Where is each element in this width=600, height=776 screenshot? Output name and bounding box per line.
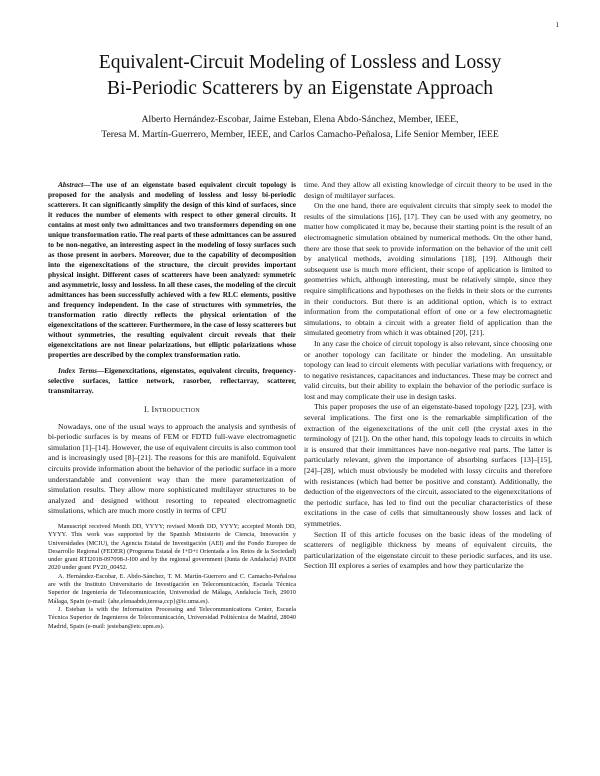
right-paragraph-2: In any case the choice of circuit topology is also relevant, since choosing one or another topology can facilitate or hinder the modeling. An unsuitable topology can lead to circuit elements with peculiar variations with frequency, or to negative resistances, capacitances and inductances. These may be correct and valid circuits, but their ability to explain the behavior of the periodic surface is lost and may complicate their use in design tasks.: [304, 338, 552, 401]
authors-line-2: Teresa M. Martín-Guerrero, Member, IEEE, and Carlos Camacho-Peñalosa, Life Senior Member, IEEE: [101, 129, 499, 140]
abstract: [48, 180, 296, 360]
footnotes: [48, 523, 296, 631]
right-paragraph-4: Section II of this article focuses on the basic ideas of the modeling of scatterers of negligible thickness by means of equivalent circuits, the particularization of the eigenstate circuit to these periodic surfaces, and its use. Section III explores a series of examples and how they particularize the: [304, 529, 552, 571]
abstract-text: —The use of an eigenstate based equivalent circuit topology is proposed for the analysis and modeling of lossless and lossy bi-periodic scatterers. It can significantly simplify the design of this kind of surfaces, since it reduces the number of elements with respect to other general circuits. It contains at most only two admittances and two transformers depending on one unique transformation ratio. The real parts of these admittances can be assured to be non-negative, an interesting aspect in the modeling of lossy surfaces such as those present in aorbers. Moreover, due to the capability of decomposition into the eigenexcitations of the structure, the circuit provides important physical insight. Different cases of scatterers have been analyzed: symmetric and asymmetric, lossy and lossless. In all these cases, the modeling of the circuit admittances has been successfully achieved with a few RLC elements, positive and frequency independent. In the case of structures with symmetries, the transformation ratio directly reflects the physical orientation of the eigenexcitations of the scatterer. Furthermore, in the case of lossy scatterers but without symmetries, the resulting equivalent circuit reveals that their eigenexcitations are not linear polarizations, but elliptic polarizations whose properties are described by the complex transformation ratio.: [48, 180, 296, 359]
author-list: [30, 112, 570, 142]
right-paragraph-0: time. And they allow all existing knowledge of circuit theory to be used in the design of multilayer surfaces.: [304, 180, 552, 200]
footnote-affiliation-upm: J. Esteban is with the Information Processing and Telecommunications Center, Escuela Técnica Superior de Ingenieros de Telecomunicación, Universidad Politécnica de Madrid, 28040 Madrid, Spain (e-mail: jesteban@etc.upm.es).: [48, 605, 296, 630]
index-terms-text: —Eigenexcitations, eigenstates, equivalent circuits, frequency-selective surfaces, lattice network, rasorber, reflectarray, scatterer, transmitarray.: [48, 366, 297, 395]
page-number: 1: [555, 21, 559, 29]
paper-title: [30, 50, 570, 102]
intro-paragraph: Nowadays, one of the usual ways to approach the analysis and synthesis of bi-periodic surfaces is by means of FEM or FDTD full-wave electromagnetic simulation [1]–[14]. However, the use of equivalent circuits is also common tool and is increasingly used [8]–[21]. The reasons for this are manifold. Equivalent circuits provide information about the behavior of the periodic surface in a more understandable and convenient way than the mere parameterization of simulation results. They allow more sophisticated multilayer structures to be analyzed and designed without resorting to repeated electromagnetic simulations, which are much more costly in terms of CPU: [48, 421, 296, 516]
left-column: [48, 180, 296, 631]
index-terms-label: Index Terms: [58, 366, 97, 375]
title-line-2: Bi-Periodic Scatterers by an Eigenstate Approach: [106, 78, 494, 99]
right-paragraph-3: This paper proposes the use of an eigenstate-based topology [22], [23], with several implications. The first one is the remarkable simplification of the extraction of the eigenexcitations of the unit cell (the crystal axes in the terminology of [21]). On the other hand, this topology leads to circuits in which it is ensured that their immittances have non-negative real parts. The latter is particularly relevant, given the importance of absorbing surfaces [13]–[15], [24]–[28], which must obviously be modeled with lossy circuits and therefore with resistances (which had better be positive and constant). Additionally, the deduction of the eigenvectors of the circuit, associated to the eigenexcitations of the periodic surface, has led to find out the peculiar characteristics of these excitations in the case of cells that simultaneously show losses and lack of symmetries.: [304, 402, 552, 528]
authors-line-1: Alberto Hernández-Escobar, Jaime Esteban, Elena Abdo-Sánchez, Member, IEEE,: [141, 114, 459, 125]
abstract-label: Abstract: [58, 180, 84, 189]
footnote-affiliation-uma: A. Hernández-Escobar, E. Abdo-Sánchez, T. M. Martín-Guerrero and C. Camacho-Peñalosa are with the Instituto Universitario de Investigación en Telecomunicación, Escuela Técnica Superior de Ingeniería de Telecomunicación, Universidad de Málaga, Andalucía Tech, 29010 Málaga, Spain (e-mail: {ahe,elenaabdo,teresa,ccp}@ic.uma.es).: [48, 572, 296, 605]
right-column: [304, 180, 552, 572]
index-terms: [48, 366, 296, 396]
title-line-1: Equivalent-Circuit Modeling of Lossless and Lossy: [98, 52, 502, 73]
footnote-manuscript: Manuscript received Month DD, YYYY; revised Month DD, YYYY; accepted Month DD, YYYY. This work was supported by the Spanish Ministerio de Ciencia, Innovación y Universidades (MCIU), the Agencia Estatal de Investigación (AEI) and the Fondo Europeo de Desarrollo Regional (FEDER) (Programa Estatal de I+D+i Orientada a los Retos de la Sociedad) under grant RTI2018-097098-J-I00 and by the regional government (Junta de Andalucía) PAIDI 2020 under grant PY20_00452.: [48, 522, 296, 572]
section-heading-introduction: I. Introduction: [144, 405, 200, 414]
right-paragraph-1: On the one hand, there are equivalent circuits that simply seek to model the results of the simulations [16], [17]. They can be used with any geometry, no matter how complicated it may be, because their starting point is the result of an electromagnetic simulation obtained by numerical methods. On the other hand, there are those that seek to provide information on the behavior of the unit cell by analytical methods, avoiding simulations [18], [19]. Although their subsequent use is much more efficient, their scope of application is limited to geometries which, although interesting, must be relatively simple, since they require simplifications and hypotheses on the fields in their slots or the currents in their conductors. But there is an additional option, which is to extract information from the computational effort of one or a few electromagnetic simulations, to obtain a circuit with a greater field of application than the simulated geometry from which it was obtained [20], [21].: [304, 201, 552, 338]
